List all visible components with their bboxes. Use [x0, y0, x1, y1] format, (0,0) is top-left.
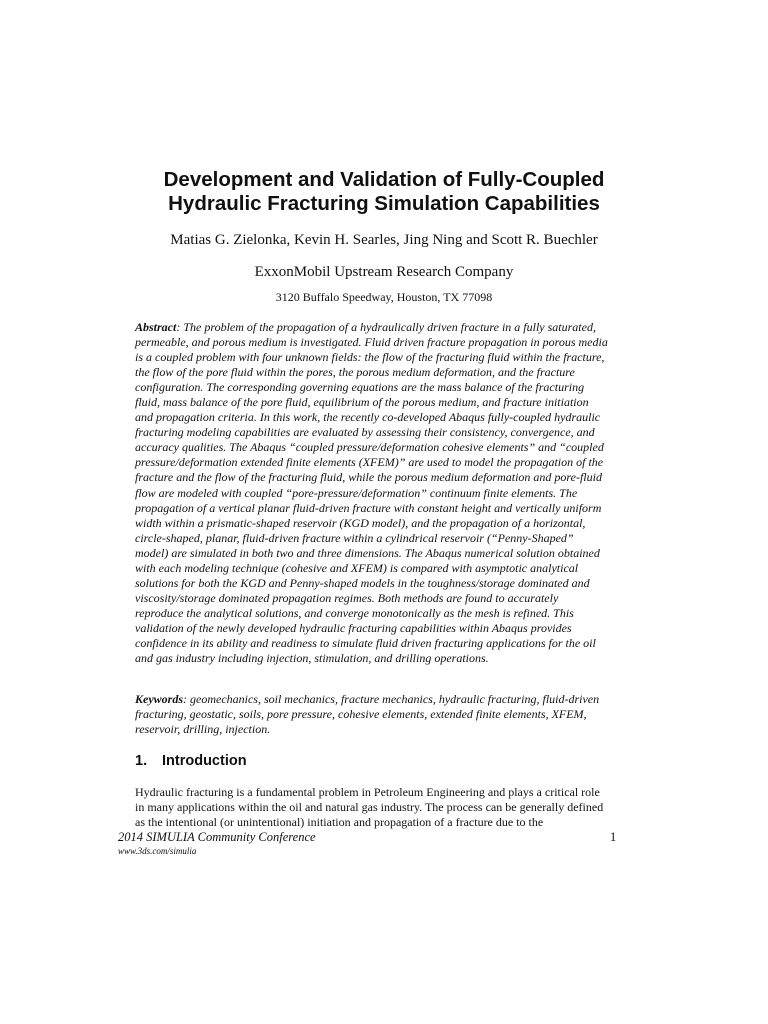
abstract-line: and propagation criteria. In this work, the recently co-developed Abaqus fully-coupled hydraulic: [135, 410, 601, 425]
abstract-line: [135, 320, 633, 335]
abstract-line: pressure/deformation extended finite elements (XFEM)” are used to model the propagation of the: [135, 455, 604, 470]
abstract-line: accuracy qualities. The Abaqus “coupled pressure/deformation cohesive elements” and “coupled: [135, 440, 604, 455]
keywords-line: reservoir, drilling, injection.: [135, 722, 271, 737]
abstract-line: viscosity/storage dominated propagation regimes. Both methods are found to accurately: [135, 590, 559, 605]
abstract-line: propagation of a vertical planar fluid-driven fracture with constant height and vertically uniform: [135, 500, 602, 515]
abstract-line: model) are simulated in both two and three dimensions. The Abaqus numerical solution obtained: [135, 545, 600, 560]
footer-page-number: 1: [610, 830, 617, 844]
abstract-line: and gas industry including injection, stimulation, and drilling operations.: [135, 651, 489, 666]
section-number: 1.: [135, 753, 148, 769]
footer-url: www.3ds.com/simulia: [118, 846, 197, 856]
abstract-line-text: : The problem of the propagation of a hydraulically driven fracture in a fully saturated,: [176, 320, 596, 334]
abstract-line: width within a prismatic-shaped reservoir (KGD model), and the propagation of a horizontal,: [135, 515, 586, 530]
keywords: [135, 692, 633, 737]
abstract-line: with each modeling technique (cohesive and XFEM) is compared with asymptotic analytical: [135, 560, 579, 575]
abstract-line: fluid, mass balance of the pore fluid, equilibrium of the porous medium, and fracture initiation: [135, 395, 589, 410]
title-line: Hydraulic Fracturing Simulation Capabilities: [168, 192, 600, 215]
abstract-line: fracturing modeling capabilities are evaluated by assessing their consistency, convergence, and: [135, 425, 595, 440]
abstract-line: permeable, and porous medium is investigated. Fluid driven fracture propagation in porous media: [135, 335, 608, 350]
footer-conference: 2014 SIMULIA Community Conference: [118, 830, 316, 844]
abstract-line: fracture and the flow of the fracturing fluid, while the porous medium deformation and pore-fluid: [135, 470, 602, 485]
body-line: as the intentional (or unintentional) initiation and propagation of a fracture due to the: [135, 815, 544, 830]
keywords-label: Keywords: [135, 692, 183, 706]
author-list: Matias G. Zielonka, Kevin H. Searles, Jing Ning and Scott R. Buechler: [170, 232, 598, 248]
body-line: in many applications within the oil and natural gas industry. The process can be generally defined: [135, 800, 604, 815]
abstract-line: flow are modeled with coupled “pore-pressure/deformation” continuum finite elements. The: [135, 485, 578, 500]
abstract-label: Abstract: [135, 320, 177, 334]
abstract-line: confidence in its ability and readiness to simulate fluid driven fracturing applications for the oil: [135, 635, 596, 650]
keywords-line: [135, 692, 633, 707]
abstract-line: the flow of the pore fluid within the pores, the porous medium deformation, and the fracture: [135, 365, 575, 380]
title-line: Development and Validation of Fully-Coupled: [163, 168, 605, 191]
abstract-line: reproduce the analytical solutions, and converge monotonically as the mesh is refined. This: [135, 605, 574, 620]
affiliation: ExxonMobil Upstream Research Company: [254, 264, 514, 280]
abstract-line: validation of the newly developed hydraulic fracturing capabilities within Abaqus provides: [135, 620, 572, 635]
abstract: [135, 320, 633, 666]
section-heading-introduction: [135, 752, 247, 770]
section-title: Introduction: [162, 753, 247, 769]
abstract-line: solutions for both the KGD and Penny-shaped models in the toughness/storage dominated and: [135, 575, 590, 590]
body-line: Hydraulic fracturing is a fundamental problem in Petroleum Engineering and plays a critical role: [135, 785, 600, 799]
keywords-line: fracturing, geostatic, soils, pore pressure, cohesive elements, extended finite elements, XFEM,: [135, 707, 587, 722]
abstract-line: circle-shaped, planar, fluid-driven fracture within a cylindrical reservoir (“Penny-Shaped”: [135, 530, 574, 545]
introduction-body: [135, 785, 633, 830]
abstract-line: is a coupled problem with four unknown fields: the flow of the fracturing fluid within the fracture,: [135, 350, 605, 365]
abstract-line: configuration. The corresponding governing equations are the mass balance of the fracturing: [135, 380, 585, 395]
paper-title: [120, 168, 648, 216]
address: 3120 Buffalo Speedway, Houston, TX 77098: [275, 290, 493, 304]
keywords-line-text: : geomechanics, soil mechanics, fracture mechanics, hydraulic fracturing, fluid-driven: [183, 692, 600, 706]
